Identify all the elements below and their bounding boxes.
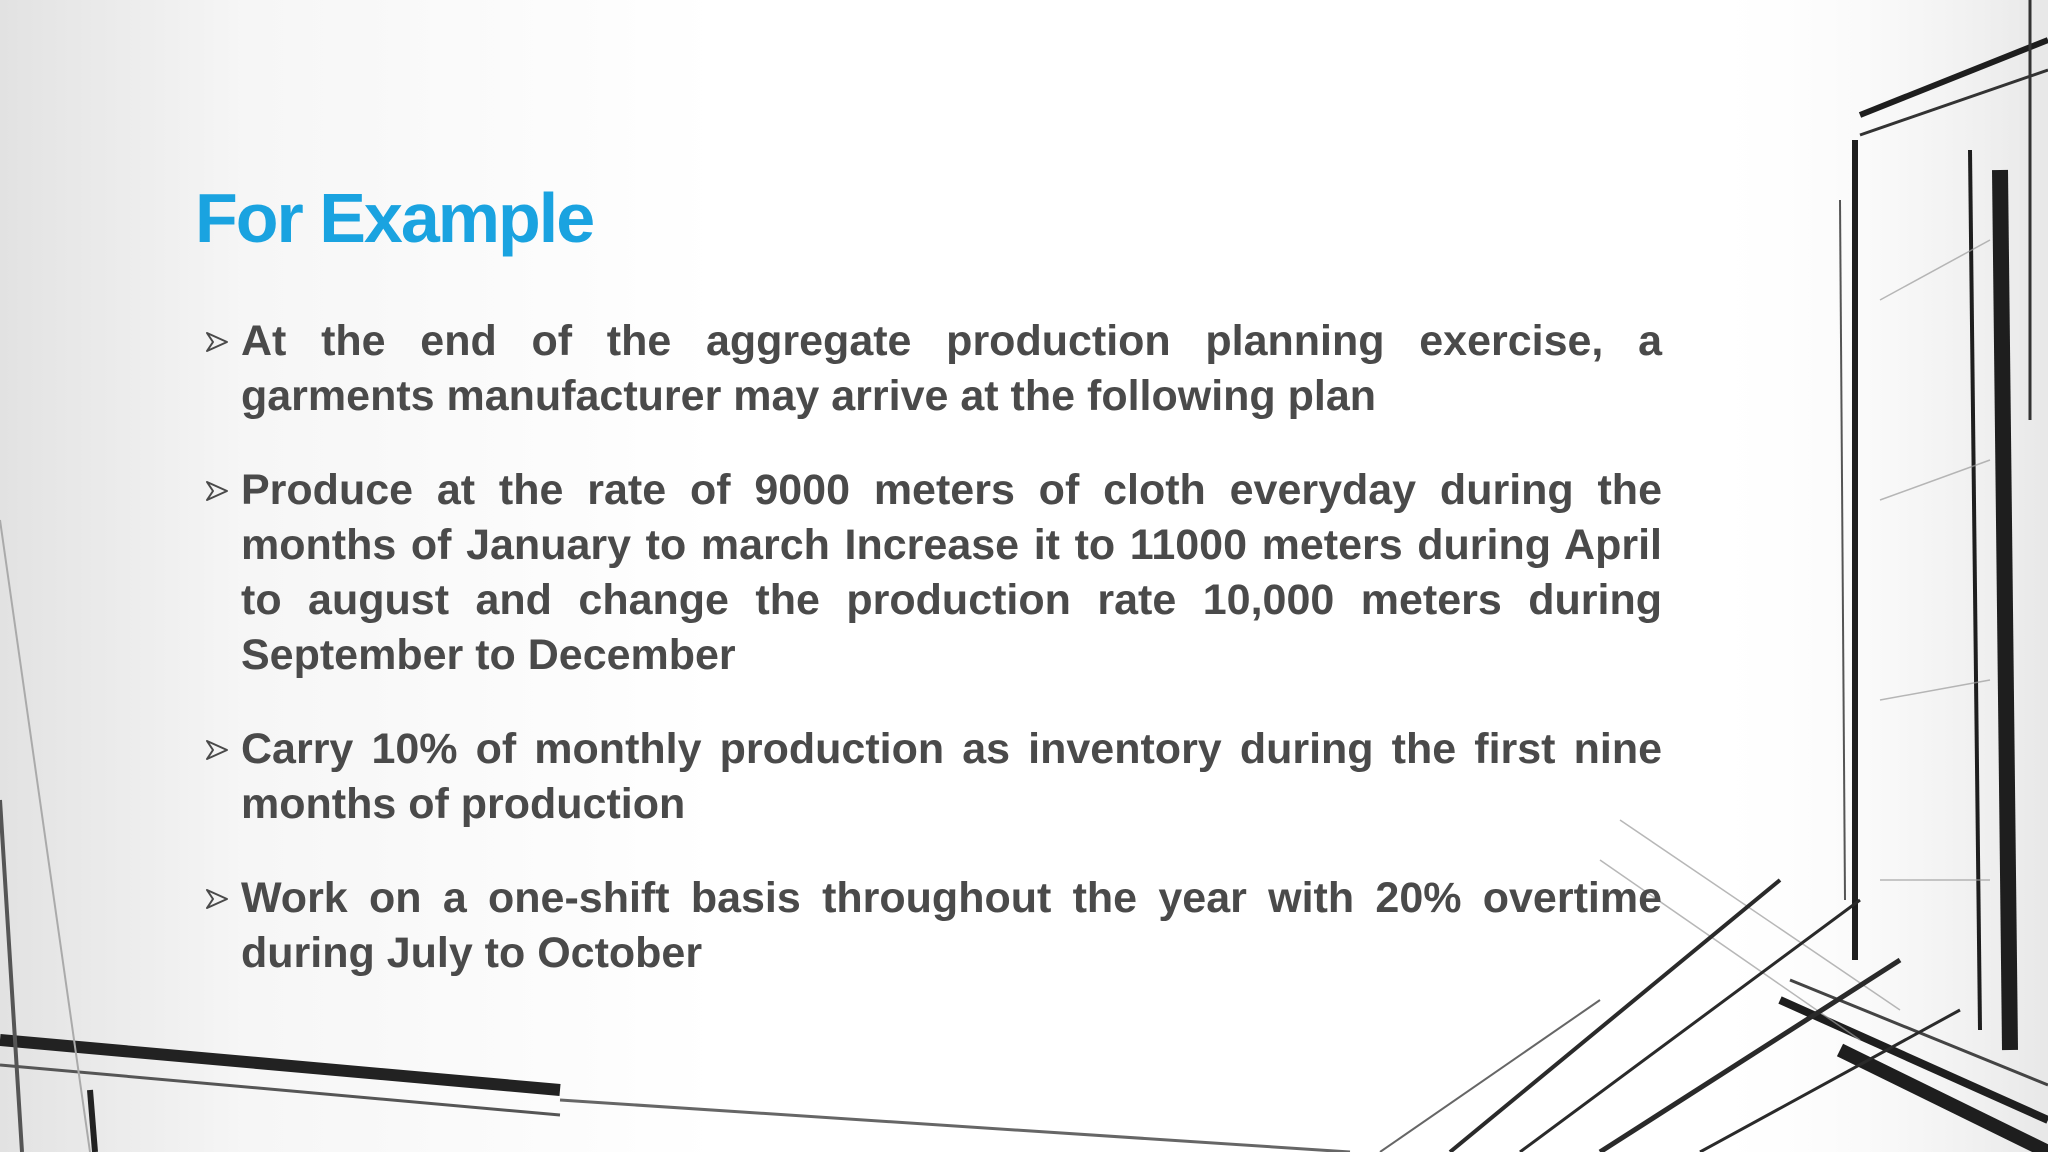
arrowhead-bullet-icon bbox=[205, 888, 229, 910]
bullet-item bbox=[205, 463, 1662, 683]
bullet-list bbox=[205, 314, 1662, 1020]
bullet-item bbox=[205, 871, 1662, 981]
arrowhead-bullet-icon bbox=[205, 739, 229, 761]
arrowhead-bullet-icon bbox=[205, 480, 229, 502]
bullet-text: Work on a one-shift basis throughout the year with 20% overtime during July to October bbox=[241, 874, 1662, 977]
arrowhead-bullet-icon bbox=[205, 331, 229, 353]
slide-title: For Example bbox=[195, 179, 594, 257]
bullet-item bbox=[205, 722, 1662, 832]
bullet-text: At the end of the aggregate production planning exercise, a garments manufacturer may arrive at the following plan bbox=[241, 317, 1662, 420]
bullet-item bbox=[205, 314, 1662, 424]
bullet-text: Carry 10% of monthly production as inventory during the first nine months of production bbox=[241, 725, 1662, 828]
bullet-text: Produce at the rate of 9000 meters of cloth everyday during the months of January to march Increase it to 11000 meters during April to august and change the production rate 10,000 meters during September to December bbox=[241, 466, 1662, 679]
